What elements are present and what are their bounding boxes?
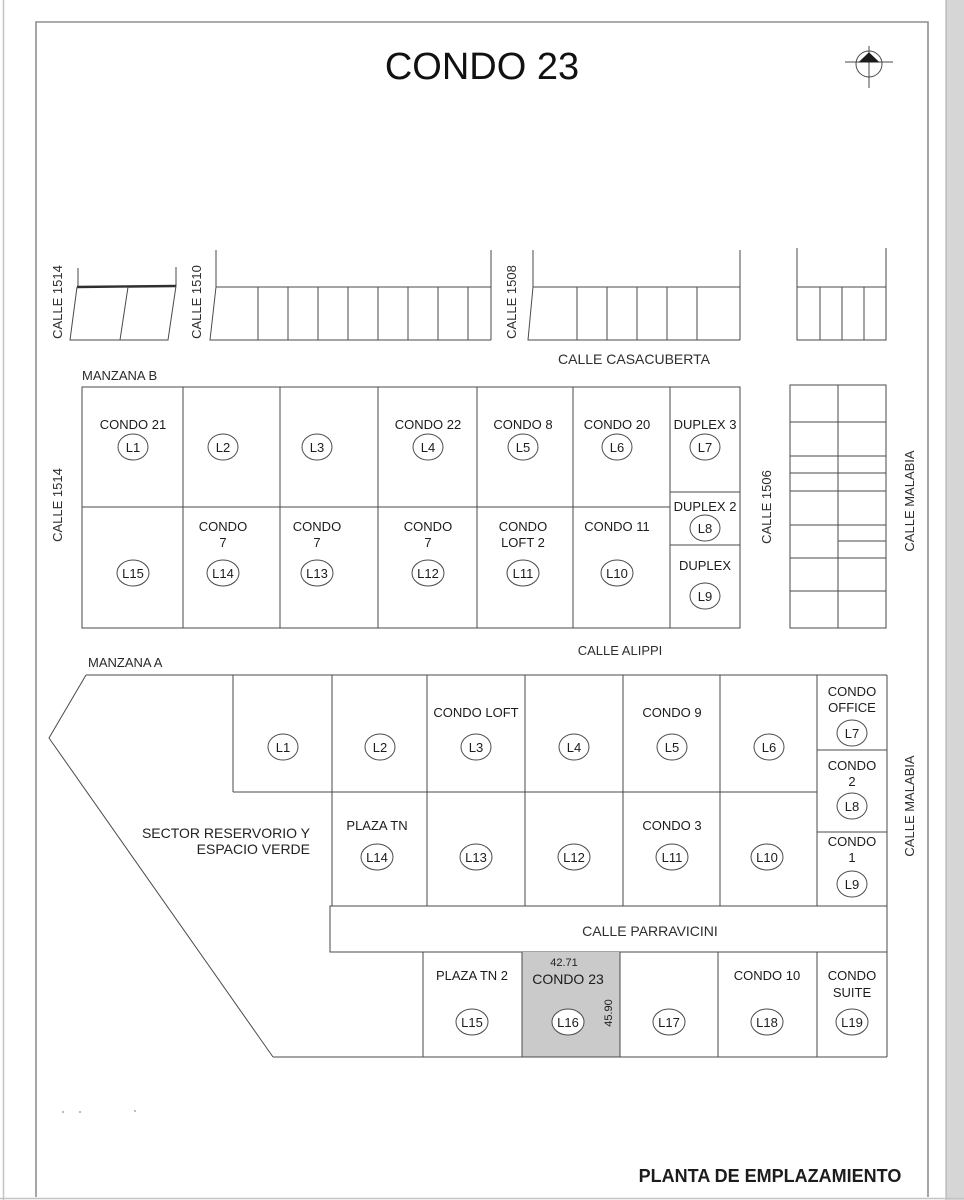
street-calle-alippi: CALLE ALIPPI (577, 643, 663, 658)
lot-name-line2: OFFICE (828, 700, 876, 715)
lot-name: CONDO (827, 968, 877, 983)
lot-id: L19 (841, 1015, 863, 1030)
lot-name-line2: SUITE (832, 985, 872, 1000)
top-strip-c (528, 250, 740, 340)
lot-id: L5 (664, 740, 680, 755)
lot-name-line2: 7 (219, 535, 227, 550)
manzana-b-label: MANZANA B (82, 368, 158, 383)
lot-id: L3 (468, 740, 484, 755)
lot-id: L9 (697, 589, 713, 604)
lot-id: L12 (417, 566, 439, 581)
lot-name: PLAZA TN 2 (435, 968, 509, 983)
lot-id: L3 (309, 440, 325, 455)
lot-id: L12 (563, 850, 585, 865)
top-strip-parallelogram (70, 267, 176, 340)
lot-name-line2: LOFT 2 (501, 535, 545, 550)
lot-id: L13 (465, 850, 487, 865)
lot-id: L10 (606, 566, 628, 581)
lot-id: L13 (306, 566, 328, 581)
lot-id: L10 (756, 850, 778, 865)
lot-id: L8 (844, 799, 860, 814)
lot-name: CONDO 10 (733, 968, 801, 983)
right-margin-strip (946, 0, 964, 1200)
lot-id: L6 (761, 740, 777, 755)
lot-name: CONDO 8 (493, 417, 553, 432)
street-calle-1508: CALLE 1508 (504, 265, 519, 339)
lot-name: CONDO 11 (584, 519, 650, 534)
street-calle-1506: CALLE 1506 (759, 470, 774, 544)
sector-reservorio-label-line2: ESPACIO VERDE (196, 841, 310, 857)
lot-name: CONDO 21 (99, 417, 167, 432)
plan-footer-title: PLANTA DE EMPLAZAMIENTO (638, 1166, 902, 1186)
condo23-dim-side: 45.90 (603, 999, 615, 1027)
lot-id: L15 (461, 1015, 483, 1030)
lot-id: L18 (756, 1015, 778, 1030)
top-strip-b (210, 250, 491, 340)
lot-id: L17 (658, 1015, 680, 1030)
lot-id: L6 (609, 440, 625, 455)
lot-name: CONDO 22 (394, 417, 462, 432)
lot-id: L7 (697, 440, 713, 455)
malabia-mini-block-upper (790, 385, 886, 628)
street-calle-1514-left: CALLE 1514 (50, 468, 65, 542)
lot-id: L4 (566, 740, 582, 755)
sector-reservorio-label-line1: SECTOR RESERVORIO Y (141, 825, 310, 841)
lot-name: CONDO (403, 519, 453, 534)
lot-id: L2 (372, 740, 388, 755)
street-calle-casacuberta: CALLE CASACUBERTA (558, 351, 710, 367)
lot-name: CONDO (827, 758, 877, 773)
lot-name: DUPLEX (678, 558, 732, 573)
stray-marks (62, 1110, 136, 1113)
lot-name-line2: 2 (848, 774, 856, 789)
lot-id: L1 (275, 740, 291, 755)
street-calle-1510: CALLE 1510 (189, 265, 204, 339)
manzana-a-label: MANZANA A (88, 655, 163, 670)
top-strip-d (797, 248, 886, 340)
lot-name: CONDO 3 (642, 818, 702, 833)
street-calle-malabia-lower: CALLE MALABIA (902, 755, 917, 857)
lot-name: CONDO 23 (532, 971, 604, 987)
lot-name: CONDO (198, 519, 248, 534)
lot-id: L11 (512, 566, 534, 581)
north-compass-icon (845, 46, 893, 88)
condo23-dim-top: 42.71 (550, 957, 578, 969)
lot-name: DUPLEX 3 (673, 417, 737, 432)
lot-id: L14 (366, 850, 388, 865)
lot-name: CONDO (292, 519, 342, 534)
lot-name: CONDO (498, 519, 548, 534)
lot-id: L2 (215, 440, 231, 455)
lot-name-line2: 7 (313, 535, 321, 550)
street-calle-parravicini: CALLE PARRAVICINI (582, 923, 718, 939)
lot-name: CONDO 9 (642, 705, 702, 720)
street-calle-1514-top: CALLE 1514 (50, 265, 65, 339)
plan-title: CONDO 23 (384, 46, 580, 88)
lot-name: CONDO 20 (583, 417, 651, 432)
lot-id: L15 (122, 566, 144, 581)
lot-name: CONDO (827, 834, 877, 849)
lot-name: PLAZA TN (346, 818, 408, 833)
lot-id: L5 (515, 440, 531, 455)
lot-id: L16 (557, 1015, 579, 1030)
lot-name: DUPLEX 2 (673, 499, 737, 514)
lot-name: CONDO (827, 684, 877, 699)
lot-id: L4 (420, 440, 436, 455)
lot-id: L9 (844, 877, 860, 892)
street-calle-malabia-upper: CALLE MALABIA (902, 450, 917, 552)
lot-id: L14 (212, 566, 234, 581)
lot-id: L8 (697, 521, 713, 536)
lot-name: CONDO LOFT (433, 705, 519, 720)
lot-name-line2: 7 (424, 535, 432, 550)
lot-id: L11 (661, 850, 683, 865)
lot-id: L7 (844, 726, 860, 741)
lot-name-line2: 1 (848, 850, 856, 865)
lot-id: L1 (125, 440, 141, 455)
